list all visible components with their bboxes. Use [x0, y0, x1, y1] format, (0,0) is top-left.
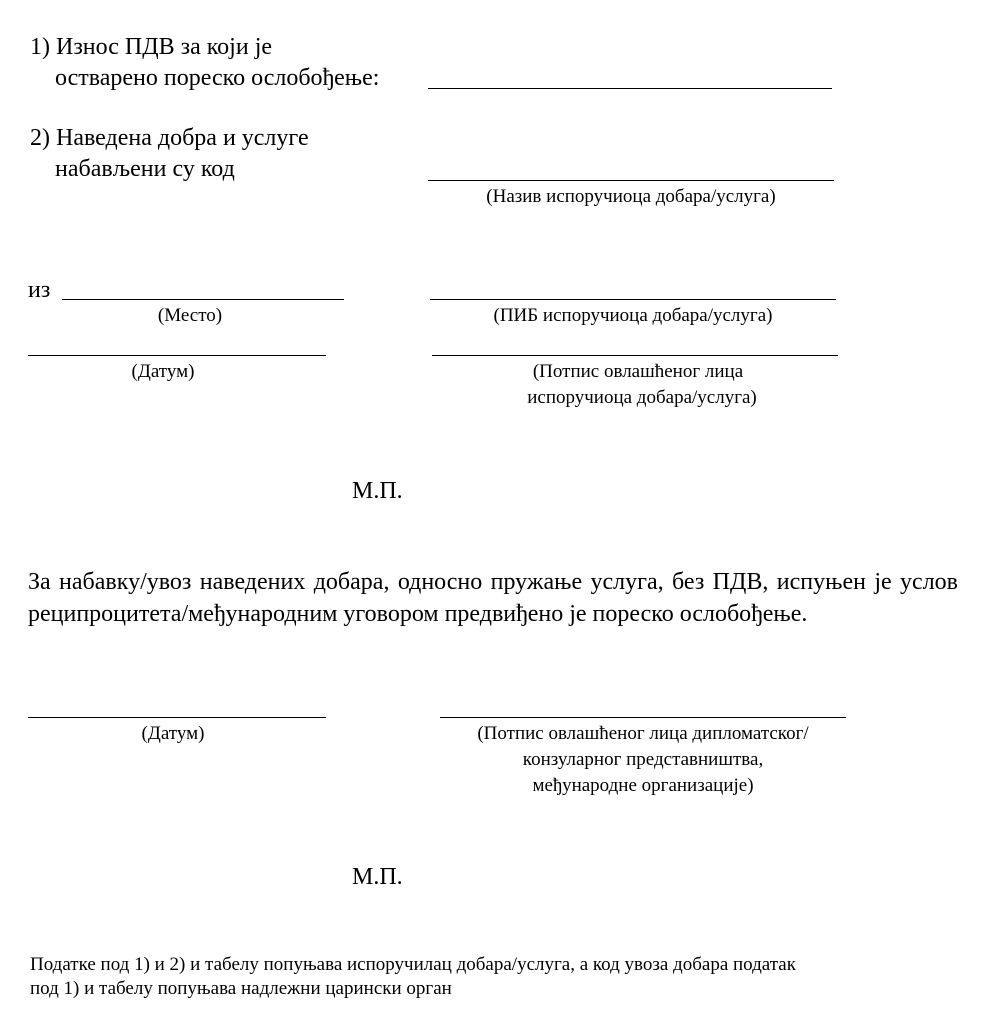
footnote-line1: Податке под 1) и 2) и табелу попуњава испоручилац добара/услуга, а код увоза добара податак: [30, 954, 796, 975]
signature2-field-line: [440, 717, 846, 718]
stamp2-label: М.П.: [352, 864, 403, 890]
pib-caption: (ПИБ испоручиоца добара/услуга): [493, 305, 773, 326]
date1-caption: (Датум): [131, 361, 195, 382]
declaration-paragraph: За набавку/увоз наведених добара, односно пружање услуга, без ПДВ, испуњен је услов реципроцитета/међународним уговором предвиђено је пореско ослобођење.: [28, 569, 958, 627]
signature2-caption-line1: (Потпис овлашћеног лица дипломатског/: [477, 723, 809, 744]
vat-amount-field-line: [428, 88, 832, 89]
footnote-line2: под 1) и табелу попуњава надлежни царински орган: [30, 978, 452, 999]
signature1-caption-line1: (Потпис овлашћеног лица: [532, 361, 744, 382]
signature1-caption-line2: испоручиоца добара/услуга): [527, 387, 757, 408]
date2-caption: (Датум): [141, 723, 205, 744]
item1-label-line2: остварено пореско ослобођење:: [55, 65, 380, 91]
place-field-line: [62, 299, 344, 300]
supplier-name-caption: (Назив испоручиоца добара/услуга): [486, 186, 776, 207]
item1-label-line1: 1) Износ ПДВ за који је: [30, 34, 273, 60]
item2-label-line1: 2) Наведена добра и услуге: [30, 125, 309, 151]
date2-field-line: [28, 717, 326, 718]
place-caption: (Место): [157, 305, 223, 326]
pib-field-line: [430, 299, 836, 300]
item2-label-line2: набављени су код: [55, 156, 235, 182]
signature2-caption-line3: међународне организације): [532, 775, 754, 796]
signature1-field-line: [432, 355, 838, 356]
date1-field-line: [28, 355, 326, 356]
from-prefix: из: [28, 277, 51, 303]
signature2-caption-line2: конзуларног представништва,: [522, 749, 764, 770]
supplier-name-field-line: [428, 180, 834, 181]
stamp1-label: М.П.: [352, 478, 403, 504]
